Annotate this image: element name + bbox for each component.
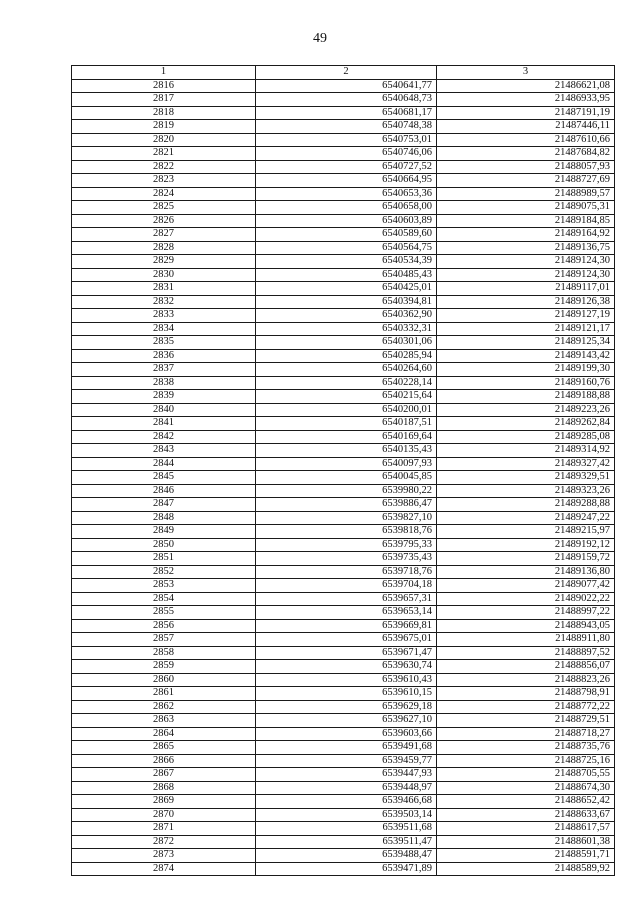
x-coordinate-cell: 6540332,31 [256,322,437,336]
point-number-cell: 2869 [72,795,256,809]
y-coordinate-cell: 21489262,84 [437,417,615,431]
table-row [72,457,615,471]
y-coordinate-cell: 21489136,80 [437,565,615,579]
point-number-cell: 2828 [72,241,256,255]
table-row [72,120,615,134]
table-row [72,498,615,512]
x-coordinate-cell: 6539827,10 [256,511,437,525]
point-number-cell: 2846 [72,484,256,498]
point-number-cell: 2870 [72,808,256,822]
x-coordinate-cell: 6540045,85 [256,471,437,485]
y-coordinate-cell: 21489124,30 [437,268,615,282]
x-coordinate-cell: 6540425,01 [256,282,437,296]
y-coordinate-cell: 21488705,55 [437,768,615,782]
point-number-cell: 2871 [72,822,256,836]
y-coordinate-cell: 21487191,19 [437,106,615,120]
table-row [72,768,615,782]
table-row [72,795,615,809]
table-row [72,268,615,282]
x-coordinate-cell: 6539503,14 [256,808,437,822]
table-row [72,835,615,849]
point-number-cell: 2830 [72,268,256,282]
y-coordinate-cell: 21489327,42 [437,457,615,471]
table-row [72,255,615,269]
y-coordinate-cell: 21488897,52 [437,646,615,660]
table-row [72,822,615,836]
y-coordinate-cell: 21489188,88 [437,390,615,404]
point-number-cell: 2816 [72,79,256,93]
table-row [72,754,615,768]
x-coordinate-cell: 6539657,31 [256,592,437,606]
point-number-cell: 2873 [72,849,256,863]
y-coordinate-cell: 21487446,11 [437,120,615,134]
table-row [72,309,615,323]
point-number-cell: 2840 [72,403,256,417]
point-number-cell: 2867 [72,768,256,782]
table-body [72,79,615,876]
x-coordinate-cell: 6539630,74 [256,660,437,674]
coordinates-table [71,65,615,876]
table-row [72,201,615,215]
x-coordinate-cell: 6540264,60 [256,363,437,377]
table-row [72,552,615,566]
table-row [72,214,615,228]
point-number-cell: 2824 [72,187,256,201]
y-coordinate-cell: 21488725,16 [437,754,615,768]
point-number-cell: 2826 [72,214,256,228]
point-number-cell: 2831 [72,282,256,296]
table-row [72,349,615,363]
table-row [72,79,615,93]
y-coordinate-cell: 21487684,82 [437,147,615,161]
x-coordinate-cell: 6540748,38 [256,120,437,134]
x-coordinate-cell: 6540681,17 [256,106,437,120]
point-number-cell: 2852 [72,565,256,579]
table-row [72,592,615,606]
y-coordinate-cell: 21489160,76 [437,376,615,390]
table-row [72,282,615,296]
y-coordinate-cell: 21489288,88 [437,498,615,512]
point-number-cell: 2841 [72,417,256,431]
y-coordinate-cell: 21489136,75 [437,241,615,255]
y-coordinate-cell: 21489124,30 [437,255,615,269]
x-coordinate-cell: 6539795,33 [256,538,437,552]
table-row [72,687,615,701]
point-number-cell: 2847 [72,498,256,512]
point-number-cell: 2839 [72,390,256,404]
y-coordinate-cell: 21489143,42 [437,349,615,363]
y-coordinate-cell: 21488823,26 [437,673,615,687]
y-coordinate-cell: 21488617,57 [437,822,615,836]
x-coordinate-cell: 6540394,81 [256,295,437,309]
x-coordinate-cell: 6540362,90 [256,309,437,323]
x-coordinate-cell: 6539511,68 [256,822,437,836]
x-coordinate-cell: 6540564,75 [256,241,437,255]
y-coordinate-cell: 21488601,38 [437,835,615,849]
y-coordinate-cell: 21488735,76 [437,741,615,755]
y-coordinate-cell: 21489192,12 [437,538,615,552]
y-coordinate-cell: 21486933,95 [437,93,615,107]
y-coordinate-cell: 21488589,92 [437,862,615,876]
table-row [72,376,615,390]
table-row [72,363,615,377]
header-column-1: 1 [72,66,256,80]
table-row [72,160,615,174]
point-number-cell: 2850 [72,538,256,552]
table-row [72,390,615,404]
point-number-cell: 2842 [72,430,256,444]
x-coordinate-cell: 6539447,93 [256,768,437,782]
table-row [72,862,615,876]
x-coordinate-cell: 6539818,76 [256,525,437,539]
header-row [72,66,615,80]
y-coordinate-cell: 21489075,31 [437,201,615,215]
point-number-cell: 2837 [72,363,256,377]
point-number-cell: 2825 [72,201,256,215]
x-coordinate-cell: 6540727,52 [256,160,437,174]
table-row [72,336,615,350]
table-row [72,322,615,336]
x-coordinate-cell: 6539653,14 [256,606,437,620]
table-row [72,403,615,417]
table-row [72,619,615,633]
y-coordinate-cell: 21488911,80 [437,633,615,647]
table-row [72,133,615,147]
page-number: 49 [313,31,327,46]
point-number-cell: 2866 [72,754,256,768]
point-number-cell: 2872 [72,835,256,849]
point-number-cell: 2857 [72,633,256,647]
table-row [72,187,615,201]
x-coordinate-cell: 6540301,06 [256,336,437,350]
y-coordinate-cell: 21489285,08 [437,430,615,444]
table-row [72,93,615,107]
y-coordinate-cell: 21489022,22 [437,592,615,606]
point-number-cell: 2849 [72,525,256,539]
table-row [72,727,615,741]
table-row [72,808,615,822]
x-coordinate-cell: 6540285,94 [256,349,437,363]
x-coordinate-cell: 6540169,64 [256,430,437,444]
y-coordinate-cell: 21489329,51 [437,471,615,485]
table-row [72,525,615,539]
y-coordinate-cell: 21489164,92 [437,228,615,242]
y-coordinate-cell: 21489125,34 [437,336,615,350]
point-number-cell: 2861 [72,687,256,701]
table-row [72,417,615,431]
table-row [72,781,615,795]
x-coordinate-cell: 6540589,60 [256,228,437,242]
x-coordinate-cell: 6539669,81 [256,619,437,633]
x-coordinate-cell: 6539886,47 [256,498,437,512]
x-coordinate-cell: 6539448,97 [256,781,437,795]
y-coordinate-cell: 21489314,92 [437,444,615,458]
table-header [72,66,615,80]
point-number-cell: 2859 [72,660,256,674]
x-coordinate-cell: 6539511,47 [256,835,437,849]
point-number-cell: 2818 [72,106,256,120]
point-number-cell: 2856 [72,619,256,633]
table-row [72,147,615,161]
table-row [72,511,615,525]
point-number-cell: 2829 [72,255,256,269]
x-coordinate-cell: 6540200,01 [256,403,437,417]
table-row [72,444,615,458]
point-number-cell: 2851 [72,552,256,566]
y-coordinate-cell: 21488591,71 [437,849,615,863]
y-coordinate-cell: 21489117,01 [437,282,615,296]
y-coordinate-cell: 21489127,19 [437,309,615,323]
x-coordinate-cell: 6540534,39 [256,255,437,269]
y-coordinate-cell: 21489126,38 [437,295,615,309]
x-coordinate-cell: 6540648,73 [256,93,437,107]
y-coordinate-cell: 21488729,51 [437,714,615,728]
y-coordinate-cell: 21488674,30 [437,781,615,795]
point-number-cell: 2821 [72,147,256,161]
y-coordinate-cell: 21489199,30 [437,363,615,377]
x-coordinate-cell: 6539488,47 [256,849,437,863]
x-coordinate-cell: 6540215,64 [256,390,437,404]
table-row [72,241,615,255]
x-coordinate-cell: 6539610,15 [256,687,437,701]
point-number-cell: 2864 [72,727,256,741]
x-coordinate-cell: 6540664,95 [256,174,437,188]
point-number-cell: 2836 [72,349,256,363]
y-coordinate-cell: 21489247,22 [437,511,615,525]
point-number-cell: 2862 [72,700,256,714]
x-coordinate-cell: 6539735,43 [256,552,437,566]
point-number-cell: 2858 [72,646,256,660]
point-number-cell: 2844 [72,457,256,471]
point-number-cell: 2860 [72,673,256,687]
table-row [72,633,615,647]
point-number-cell: 2838 [72,376,256,390]
x-coordinate-cell: 6539603,66 [256,727,437,741]
table-row [72,660,615,674]
y-coordinate-cell: 21489223,26 [437,403,615,417]
point-number-cell: 2834 [72,322,256,336]
x-coordinate-cell: 6540746,06 [256,147,437,161]
x-coordinate-cell: 6539718,76 [256,565,437,579]
x-coordinate-cell: 6540658,00 [256,201,437,215]
point-number-cell: 2835 [72,336,256,350]
point-number-cell: 2843 [72,444,256,458]
point-number-cell: 2863 [72,714,256,728]
point-number-cell: 2820 [72,133,256,147]
table-row [72,646,615,660]
table-row [72,174,615,188]
y-coordinate-cell: 21488727,69 [437,174,615,188]
table-row [72,295,615,309]
x-coordinate-cell: 6539459,77 [256,754,437,768]
point-number-cell: 2827 [72,228,256,242]
y-coordinate-cell: 21487610,66 [437,133,615,147]
x-coordinate-cell: 6539627,10 [256,714,437,728]
y-coordinate-cell: 21489121,17 [437,322,615,336]
y-coordinate-cell: 21488772,22 [437,700,615,714]
x-coordinate-cell: 6539610,43 [256,673,437,687]
y-coordinate-cell: 21488997,22 [437,606,615,620]
x-coordinate-cell: 6539671,47 [256,646,437,660]
y-coordinate-cell: 21488989,57 [437,187,615,201]
table-row [72,673,615,687]
point-number-cell: 2817 [72,93,256,107]
x-coordinate-cell: 6540135,43 [256,444,437,458]
point-number-cell: 2845 [72,471,256,485]
point-number-cell: 2848 [72,511,256,525]
x-coordinate-cell: 6540603,89 [256,214,437,228]
x-coordinate-cell: 6539675,01 [256,633,437,647]
point-number-cell: 2865 [72,741,256,755]
x-coordinate-cell: 6540641,77 [256,79,437,93]
point-number-cell: 2823 [72,174,256,188]
table-row [72,849,615,863]
x-coordinate-cell: 6540653,36 [256,187,437,201]
x-coordinate-cell: 6539980,22 [256,484,437,498]
header-column-3: 3 [437,66,615,80]
y-coordinate-cell: 21488057,93 [437,160,615,174]
table-row [72,606,615,620]
y-coordinate-cell: 21488798,91 [437,687,615,701]
point-number-cell: 2832 [72,295,256,309]
y-coordinate-cell: 21489323,26 [437,484,615,498]
table-row [72,430,615,444]
table-row [72,106,615,120]
x-coordinate-cell: 6539466,68 [256,795,437,809]
x-coordinate-cell: 6540097,93 [256,457,437,471]
x-coordinate-cell: 6540228,14 [256,376,437,390]
point-number-cell: 2855 [72,606,256,620]
table-row [72,700,615,714]
y-coordinate-cell: 21488856,07 [437,660,615,674]
table-row [72,228,615,242]
y-coordinate-cell: 21486621,08 [437,79,615,93]
header-column-2: 2 [256,66,437,80]
x-coordinate-cell: 6539471,89 [256,862,437,876]
point-number-cell: 2833 [72,309,256,323]
point-number-cell: 2822 [72,160,256,174]
table-row [72,471,615,485]
point-number-cell: 2868 [72,781,256,795]
y-coordinate-cell: 21489077,42 [437,579,615,593]
y-coordinate-cell: 21488718,27 [437,727,615,741]
y-coordinate-cell: 21489159,72 [437,552,615,566]
x-coordinate-cell: 6539491,68 [256,741,437,755]
point-number-cell: 2853 [72,579,256,593]
y-coordinate-cell: 21489184,85 [437,214,615,228]
x-coordinate-cell: 6540485,43 [256,268,437,282]
y-coordinate-cell: 21488652,42 [437,795,615,809]
x-coordinate-cell: 6539629,18 [256,700,437,714]
x-coordinate-cell: 6540753,01 [256,133,437,147]
y-coordinate-cell: 21488943,05 [437,619,615,633]
y-coordinate-cell: 21489215,97 [437,525,615,539]
point-number-cell: 2854 [72,592,256,606]
table-row [72,484,615,498]
table-row [72,579,615,593]
table-row [72,741,615,755]
table-row [72,538,615,552]
point-number-cell: 2819 [72,120,256,134]
point-number-cell: 2874 [72,862,256,876]
x-coordinate-cell: 6539704,18 [256,579,437,593]
y-coordinate-cell: 21488633,67 [437,808,615,822]
table-row [72,714,615,728]
table-row [72,565,615,579]
x-coordinate-cell: 6540187,51 [256,417,437,431]
